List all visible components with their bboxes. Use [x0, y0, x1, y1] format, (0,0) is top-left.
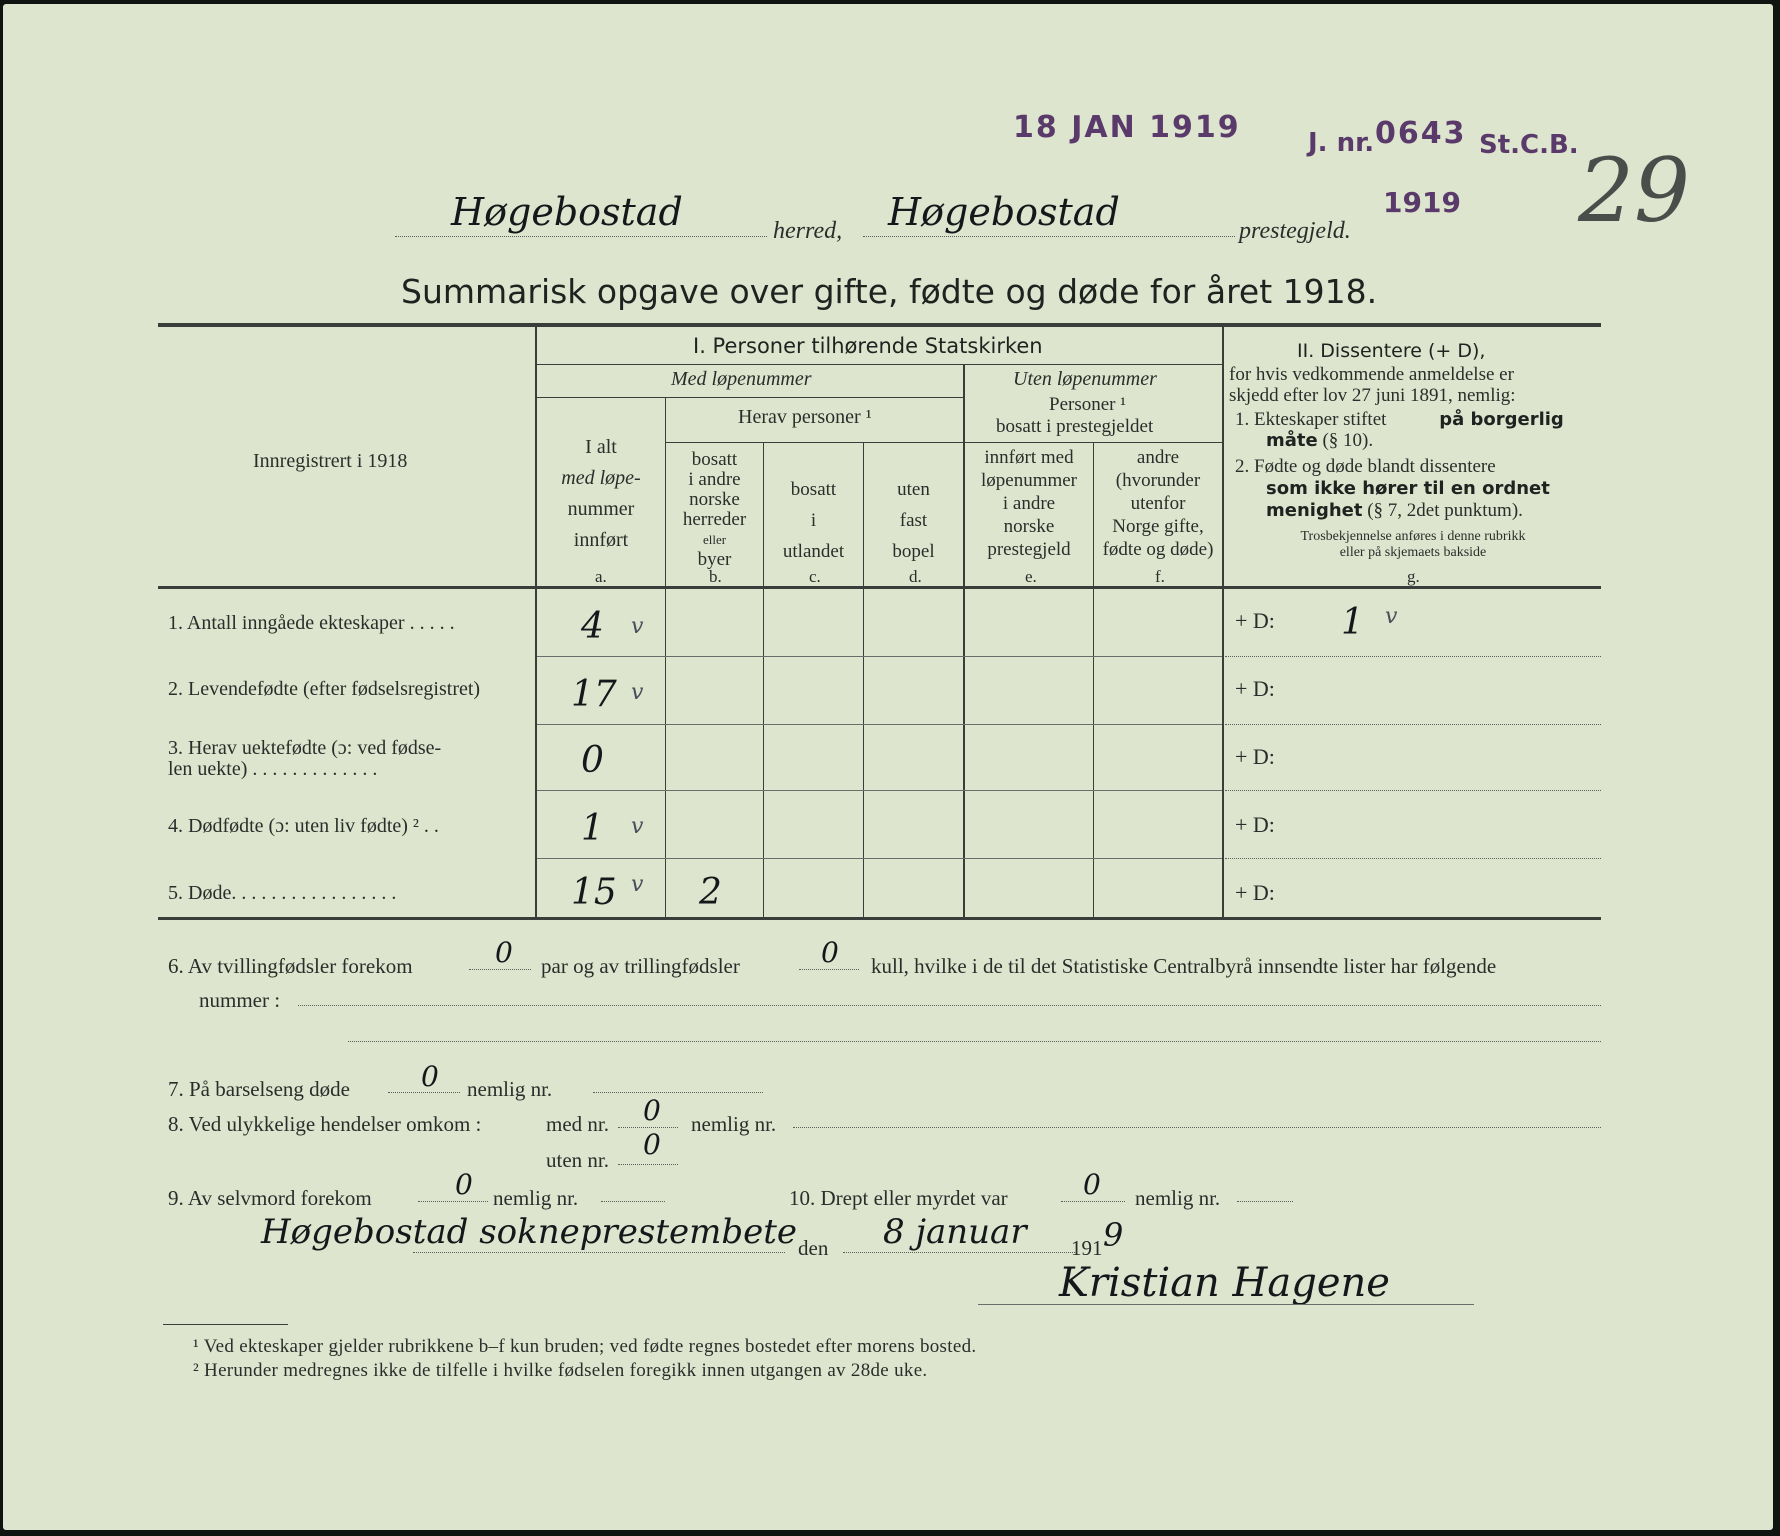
den-label: den	[798, 1236, 829, 1260]
row-3-dissenter-label: + D:	[1235, 744, 1275, 769]
table-top-rule	[158, 323, 1601, 327]
line-6-mid: par og av trillingfødsler	[541, 954, 740, 978]
herred-label: herred,	[773, 218, 843, 244]
signature: Kristian Hagene	[1059, 1260, 1390, 1306]
row-4-label: 4. Dødfødte (ɔ: uten liv fødte) ² . .	[168, 815, 439, 837]
bosatt-prestegjeld-heading: bosatt i prestegjeldet	[996, 416, 1154, 437]
journal-number-stamp: 0643	[1375, 116, 1467, 151]
line-6-end: kull, hvilke i de til det Statistiske Centralbyrå innsendte lister har følgende	[871, 954, 1497, 978]
med-lopenummer-heading: Med løpenummer	[671, 368, 812, 390]
section2-intro: for hvis vedkommende anmeldelse er skjedd efter lov 27 juni 1891, nemlig:	[1229, 364, 1516, 406]
col-letter-b: b.	[709, 567, 722, 586]
row-2-label: 2. Levendefødte (efter fødselsregistret)	[168, 678, 481, 700]
uten-lopenummer-heading: Uten løpenummer	[1013, 368, 1157, 390]
place-value: Høgebostad sokneprestembete	[261, 1212, 798, 1252]
tvilling-value: 0	[495, 936, 513, 969]
section2-item2: 2. Fødte og døde blandt dissentere	[1235, 456, 1496, 477]
col-e-heading: innført med løpenummer i andre norske prestegjeld	[980, 447, 1078, 560]
col-b-heading: bosatt i andre norske herreder eller byer	[682, 449, 747, 570]
drept-value: 0	[1083, 1168, 1101, 1201]
section1-title: I. Personer tilhørende Statskirken	[693, 334, 1043, 358]
row-5-label: 5. Døde. . . . . . . . . . . . . . . . .	[168, 882, 397, 904]
herav-personer-heading: Herav personer ¹	[738, 406, 872, 428]
received-date-stamp: 18 JAN 1919	[1013, 110, 1241, 145]
section2-item1: 1. Ekteskaper stiftet på borgerlig	[1235, 409, 1564, 430]
col-letter-g: g.	[1407, 567, 1420, 586]
line-6-nummer: nummer :	[199, 988, 281, 1012]
row-5-dissenter-label: + D:	[1235, 880, 1275, 905]
journal-suffix-stamp: St.C.B.	[1479, 130, 1579, 160]
col-a-heading: I alt med løpe- nummer innført	[561, 436, 641, 551]
sheet-number: 29	[1578, 139, 1690, 242]
herred-value: Høgebostad	[451, 190, 683, 234]
line-10-label: 10. Drept eller myrdet var	[789, 1186, 1008, 1210]
line-9-nemlig: nemlig nr.	[493, 1186, 579, 1210]
form-title: Summarisk opgave over gifte, fødte og døde for året 1918.	[401, 272, 1378, 311]
ulykke-uten-value: 0	[643, 1128, 661, 1161]
col-letter-a: a.	[595, 567, 607, 586]
col-c-heading: bosatt i utlandet	[782, 479, 845, 562]
row-5-value-a: 15	[571, 872, 617, 913]
row-1-label: 1. Antall inngåede ekteskaper . . . . .	[168, 612, 455, 634]
trilling-value: 0	[821, 936, 839, 969]
row-3-label-cont: len uekte) . . . . . . . . . . . . .	[168, 758, 378, 780]
line-7-nemlig: nemlig nr.	[467, 1077, 553, 1101]
table-bottom-rule	[158, 917, 1601, 920]
line-8-label: 8. Ved ulykkelige hendelser omkom :	[168, 1112, 482, 1136]
row-3-value-a: 0	[581, 740, 604, 781]
line-10-nemlig: nemlig nr.	[1135, 1186, 1221, 1210]
form-sheet: 18 JAN 1919 J. nr. 0643 St.C.B. 1919 29 Høgebostad herred, Høgebostad prestegjeld. Summarisk opgave over gifte, fødte og døde for året 1918. Innregistrert i 1918 I. Personer tilhørende Statskirken Med løpenummer Uten løpenummer Herav personer ¹ Personer ¹ bosatt i prestegjeldet I alt med løpe- nummer innført bosatt i andre norske herreder eller byer bosatt i utlandet uten fast bopel innført med løpenummer i andre norske prestegjeld andre (hvorunder utenfor Norge gifte, fødte og døde) a. b. c. d. e. f. g. II. Dissentere (+ D), for hvis vedkommende anmeldelse er skjedd efter lov 27 juni 1891, nemlig: 1. Ekteskaper stiftet på borgerlig måte (§ 10). 2. Fødte og døde blandt dissentere som ikke hører til en ordnet menighet (§ 7, 2det punktum). Trosbekjennelse anføres i denne rubrikk eller på skjemaets bakside 1. Antall inngåede ekteskaper . . . . . 2. Levendefødte (efter fødselsregistret) 3. Herav uektefødte (ɔ: ved fødse- len uekte) . . . . . . . . . . . . . 4. Dødfødte (ɔ: uten liv fødte) ² . . 5. Døde. . . . . . . . . . . . . . . . . 4 v 17 v 0 1 v 15 v 2 + D: 1 v + D: + D: + D: + D: 6. Av tvillingfødsler forekom 0 par og av trillingfødsler 0 kull, hvilke i de til det Statistiske Centralbyrå innsendte lister har følgende nummer : 7. På barselseng døde 0 nemlig nr. 8. Ved ulykkelige hendelser omkom : med nr. 0 nemlig nr. uten nr. 0 9. Av selvmord forekom 0 nemlig nr. 10. Drept eller myrdet var 0 nemlig nr. Høgebostad sokneprestembete den 8 januar 191 9 Kristian Hagene ¹ Ved ekteskaper gjelder rubrikkene b–f kun bruden; ved fødte regnes bostedet efter morens bosted. ² Herunder medregnes ikke de tilfelle i hvilke fødselen foregikk innen utgangen av 28de uke.	[3, 4, 1773, 1530]
row-3-label: 3. Herav uektefødte (ɔ: ved fødse-	[168, 737, 442, 759]
prestegjeld-value: Høgebostad	[888, 190, 1120, 234]
col-letter-f: f.	[1155, 567, 1165, 586]
selvmord-value: 0	[455, 1168, 473, 1201]
journal-label-stamp: J. nr.	[1308, 128, 1375, 158]
year-suffix: 9	[1103, 1216, 1124, 1254]
personer-heading: Personer ¹	[1049, 394, 1126, 415]
row-2-value-a: 17	[571, 674, 617, 715]
col-divider	[535, 327, 537, 917]
line-8-med: med nr.	[546, 1112, 609, 1136]
section2-note: Trosbekjennelse anføres i denne rubrikk eller på skjemaets bakside	[1300, 529, 1526, 560]
col-letter-e: e.	[1025, 567, 1037, 586]
col-letter-d: d.	[909, 567, 922, 586]
journal-year-stamp: 1919	[1383, 186, 1461, 219]
footnote-1: ¹ Ved ekteskaper gjelder rubrikkene b–f kun bruden; ved fødte regnes bostedet efter morens bosted.	[193, 1336, 977, 1357]
col-f-heading: andre (hvorunder utenfor Norge gifte, fødte og døde)	[1102, 447, 1214, 560]
line-9-label: 9. Av selvmord forekom	[168, 1186, 372, 1210]
row-4-dissenter-label: + D:	[1235, 812, 1275, 837]
row-header: Innregistrert i 1918	[253, 450, 408, 472]
section2-title: II. Dissentere (+ D),	[1297, 340, 1486, 362]
prestegjeld-label: prestegjeld.	[1239, 218, 1351, 244]
line-8-uten: uten nr.	[546, 1148, 609, 1172]
line-6-label: 6. Av tvillingfødsler forekom	[168, 954, 413, 978]
row-1-dissenter-label: + D:	[1235, 608, 1275, 633]
year-prefix: 191	[1071, 1236, 1103, 1260]
row-4-value-a: 1	[581, 808, 604, 849]
col-letter-c: c.	[809, 567, 821, 586]
date-value: 8 januar	[883, 1212, 1027, 1252]
col-d-heading: uten fast bopel	[892, 479, 935, 562]
row-1-value-a: 4	[581, 606, 604, 647]
table-header-rule	[158, 586, 1601, 589]
line-8-nemlig: nemlig nr.	[691, 1112, 777, 1136]
barsel-value: 0	[421, 1060, 439, 1093]
row-1-dissenter-value: 1	[1341, 602, 1364, 643]
row-5-value-b: 2	[699, 872, 722, 913]
ulykke-med-value: 0	[643, 1094, 661, 1127]
footnote-2: ² Herunder medregnes ikke de tilfelle i hvilke fødselen foregikk innen utgangen av 28de uke.	[193, 1360, 928, 1381]
row-2-dissenter-label: + D:	[1235, 676, 1275, 701]
col-divider	[1222, 327, 1224, 917]
line-7-label: 7. På barselseng døde	[168, 1077, 350, 1101]
